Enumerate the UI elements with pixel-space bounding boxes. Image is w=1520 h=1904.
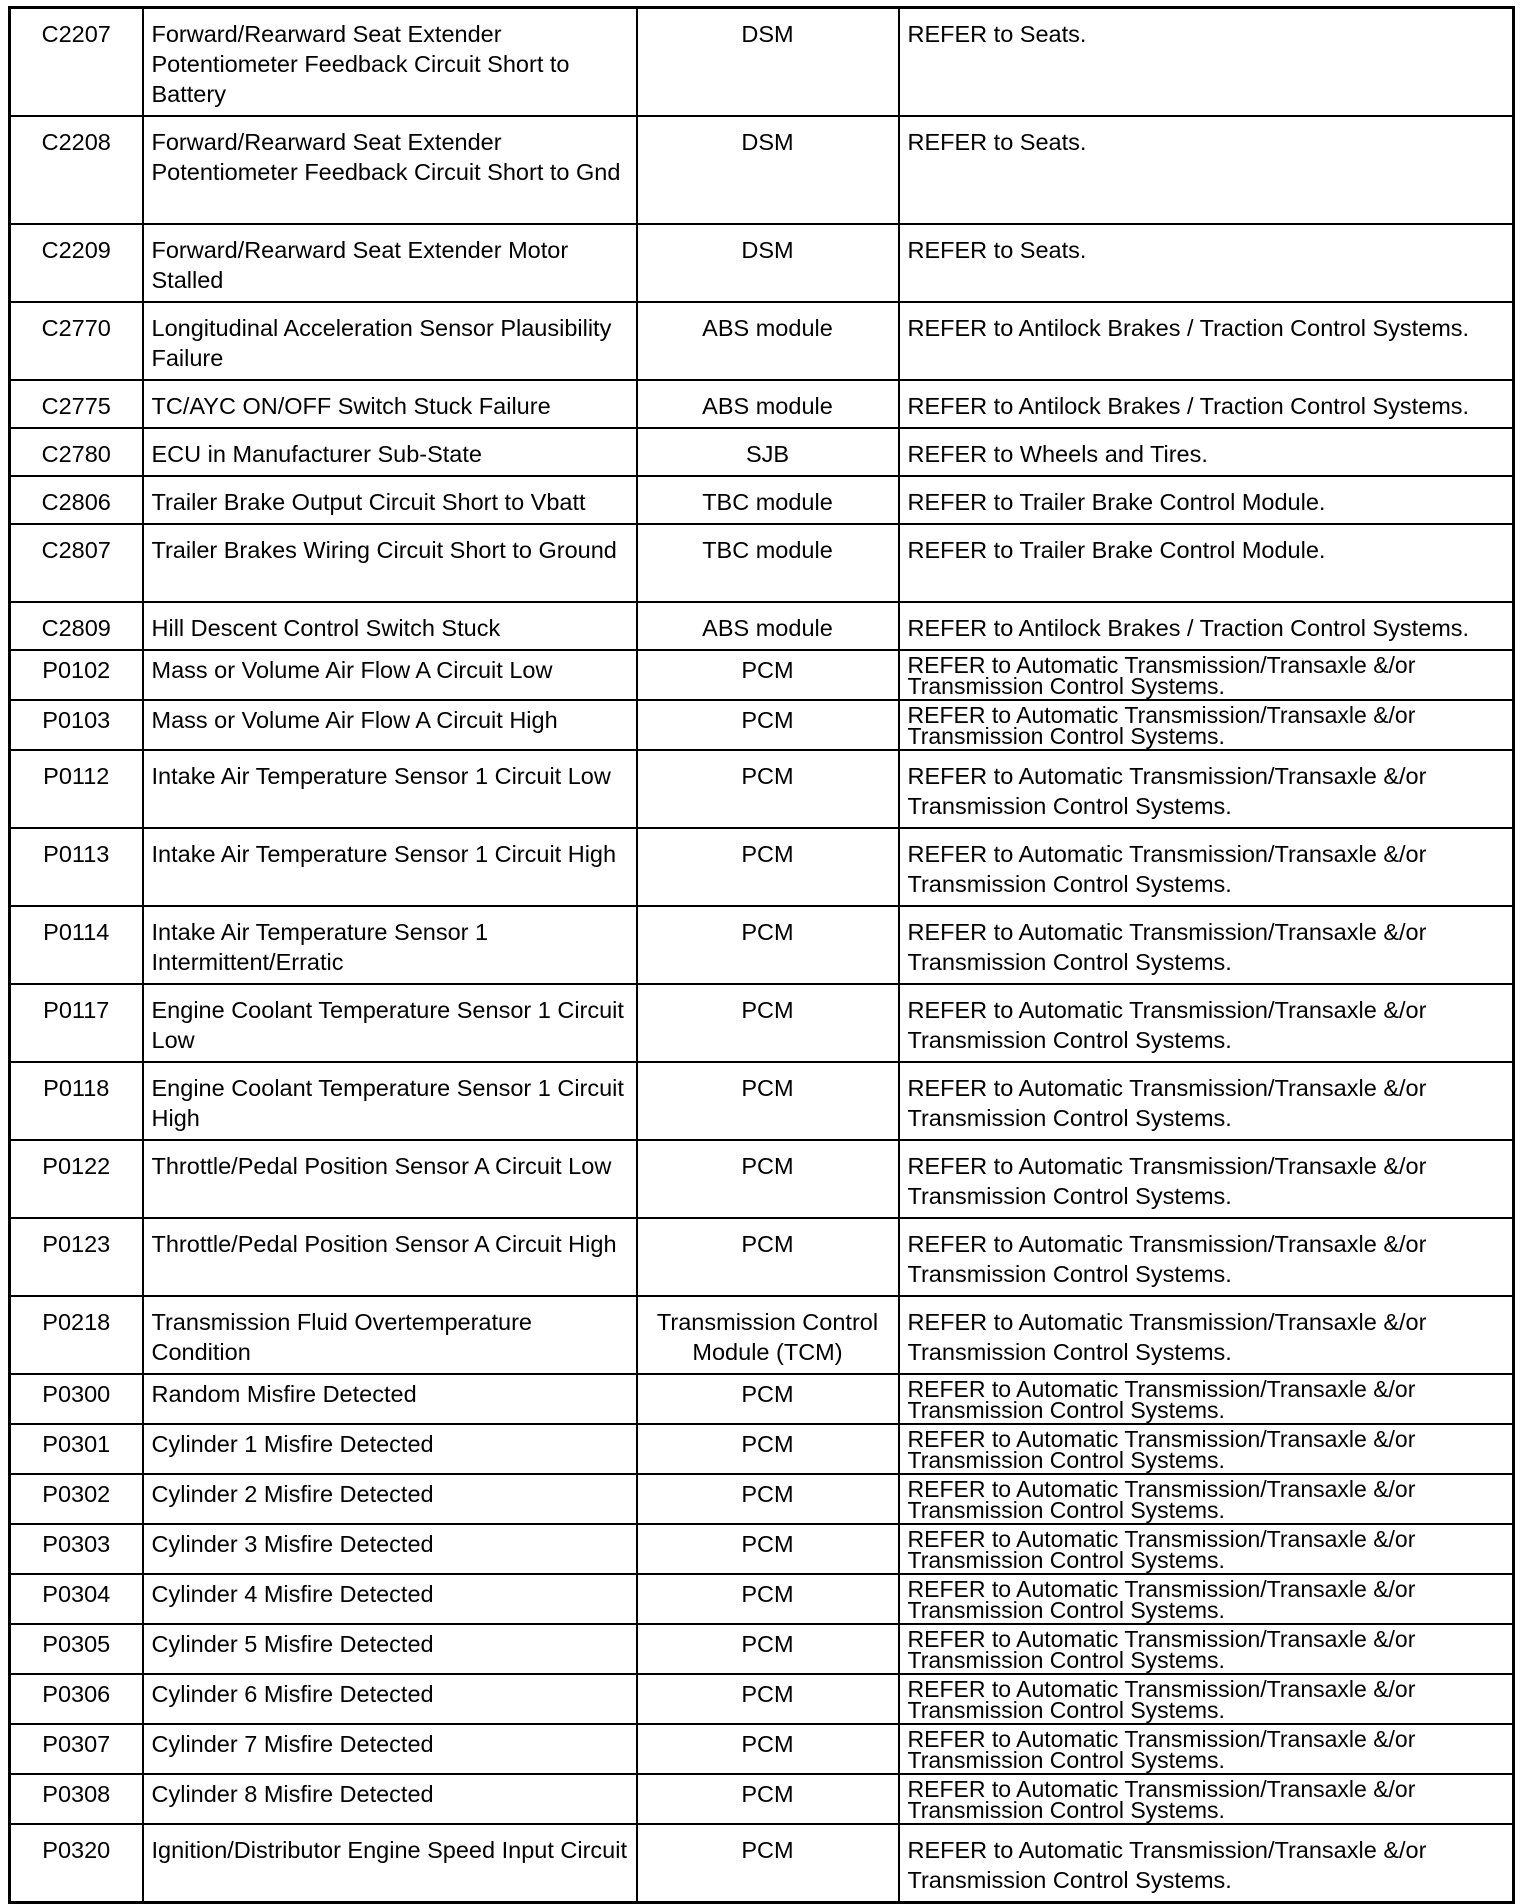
dtc-description: Cylinder 7 Misfire Detected <box>143 1724 637 1774</box>
dtc-description: ECU in Manufacturer Sub-State <box>143 428 637 476</box>
dtc-description: Mass or Volume Air Flow A Circuit Low <box>143 650 637 700</box>
dtc-code: P0102 <box>10 650 143 700</box>
dtc-module: TBC module <box>637 476 899 524</box>
dtc-module: PCM <box>637 650 899 700</box>
dtc-description: Cylinder 4 Misfire Detected <box>143 1574 637 1624</box>
dtc-action: REFER to Automatic Transmission/Transaxle &/or Transmission Control Systems. <box>899 1474 1514 1524</box>
table-row <box>10 700 1514 750</box>
dtc-description: Forward/Rearward Seat Extender Potentiometer Feedback Circuit Short to Battery <box>143 8 637 117</box>
dtc-action: REFER to Seats. <box>899 224 1514 302</box>
dtc-action: REFER to Automatic Transmission/Transaxle &/or Transmission Control Systems. <box>899 1574 1514 1624</box>
dtc-module: PCM <box>637 1062 899 1140</box>
dtc-module: PCM <box>637 1824 899 1903</box>
dtc-description: Intake Air Temperature Sensor 1 Intermittent/Erratic <box>143 906 637 984</box>
dtc-code: C2207 <box>10 8 143 117</box>
dtc-description: Forward/Rearward Seat Extender Potentiometer Feedback Circuit Short to Gnd <box>143 116 637 224</box>
dtc-action: REFER to Automatic Transmission/Transaxle &/or Transmission Control Systems. <box>899 750 1514 828</box>
dtc-code: C2806 <box>10 476 143 524</box>
dtc-action: REFER to Automatic Transmission/Transaxle &/or Transmission Control Systems. <box>899 1624 1514 1674</box>
table-row <box>10 116 1514 224</box>
dtc-module: ABS module <box>637 602 899 650</box>
table-row <box>10 1724 1514 1774</box>
dtc-description: Cylinder 6 Misfire Detected <box>143 1674 637 1724</box>
dtc-description: Intake Air Temperature Sensor 1 Circuit High <box>143 828 637 906</box>
dtc-module: PCM <box>637 750 899 828</box>
dtc-module: TBC module <box>637 524 899 602</box>
table-row <box>10 1624 1514 1674</box>
dtc-description: Cylinder 1 Misfire Detected <box>143 1424 637 1474</box>
dtc-description: Random Misfire Detected <box>143 1374 637 1424</box>
dtc-description: Trailer Brakes Wiring Circuit Short to Ground <box>143 524 637 602</box>
dtc-description: Forward/Rearward Seat Extender Motor Stalled <box>143 224 637 302</box>
table-row <box>10 1574 1514 1624</box>
dtc-code: P0123 <box>10 1218 143 1296</box>
dtc-module: PCM <box>637 984 899 1062</box>
table-row <box>10 650 1514 700</box>
dtc-code: P0307 <box>10 1724 143 1774</box>
dtc-module: PCM <box>637 1424 899 1474</box>
dtc-module: PCM <box>637 1474 899 1524</box>
dtc-module: PCM <box>637 1524 899 1574</box>
dtc-module: PCM <box>637 1574 899 1624</box>
dtc-action: REFER to Seats. <box>899 8 1514 117</box>
table-row <box>10 1140 1514 1218</box>
dtc-description: Engine Coolant Temperature Sensor 1 Circuit Low <box>143 984 637 1062</box>
dtc-description: Throttle/Pedal Position Sensor A Circuit Low <box>143 1140 637 1218</box>
dtc-action: REFER to Seats. <box>899 116 1514 224</box>
dtc-description: Longitudinal Acceleration Sensor Plausibility Failure <box>143 302 637 380</box>
dtc-action: REFER to Automatic Transmission/Transaxle &/or Transmission Control Systems. <box>899 1824 1514 1903</box>
dtc-table <box>8 6 1515 1904</box>
dtc-code: C2775 <box>10 380 143 428</box>
dtc-module: DSM <box>637 116 899 224</box>
dtc-module: PCM <box>637 1674 899 1724</box>
table-row <box>10 1218 1514 1296</box>
table-row <box>10 1524 1514 1574</box>
table-row <box>10 1374 1514 1424</box>
dtc-module: PCM <box>637 828 899 906</box>
dtc-action: REFER to Trailer Brake Control Module. <box>899 524 1514 602</box>
dtc-code: P0103 <box>10 700 143 750</box>
dtc-code: P0112 <box>10 750 143 828</box>
dtc-code: C2809 <box>10 602 143 650</box>
dtc-module: PCM <box>637 906 899 984</box>
dtc-code: P0303 <box>10 1524 143 1574</box>
dtc-action: REFER to Automatic Transmission/Transaxle &/or Transmission Control Systems. <box>899 1218 1514 1296</box>
dtc-code: P0320 <box>10 1824 143 1903</box>
table-row <box>10 524 1514 602</box>
dtc-action: REFER to Automatic Transmission/Transaxle &/or Transmission Control Systems. <box>899 1524 1514 1574</box>
dtc-description: Mass or Volume Air Flow A Circuit High <box>143 700 637 750</box>
dtc-code: P0117 <box>10 984 143 1062</box>
dtc-action: REFER to Automatic Transmission/Transaxle &/or Transmission Control Systems. <box>899 906 1514 984</box>
table-row <box>10 828 1514 906</box>
table-row <box>10 906 1514 984</box>
table-row <box>10 1674 1514 1724</box>
dtc-action: REFER to Wheels and Tires. <box>899 428 1514 476</box>
dtc-code: C2780 <box>10 428 143 476</box>
dtc-action: REFER to Automatic Transmission/Transaxle &/or Transmission Control Systems. <box>899 1424 1514 1474</box>
dtc-description: Engine Coolant Temperature Sensor 1 Circuit High <box>143 1062 637 1140</box>
dtc-module: SJB <box>637 428 899 476</box>
dtc-action: REFER to Automatic Transmission/Transaxle &/or Transmission Control Systems. <box>899 700 1514 750</box>
dtc-code: C2208 <box>10 116 143 224</box>
dtc-code: P0301 <box>10 1424 143 1474</box>
table-row <box>10 302 1514 380</box>
table-row <box>10 984 1514 1062</box>
dtc-description: Ignition/Distributor Engine Speed Input Circuit <box>143 1824 637 1903</box>
table-row <box>10 602 1514 650</box>
table-row <box>10 476 1514 524</box>
dtc-action: REFER to Automatic Transmission/Transaxle &/or Transmission Control Systems. <box>899 828 1514 906</box>
dtc-code: C2209 <box>10 224 143 302</box>
dtc-description: Intake Air Temperature Sensor 1 Circuit Low <box>143 750 637 828</box>
dtc-action: REFER to Automatic Transmission/Transaxle &/or Transmission Control Systems. <box>899 1296 1514 1374</box>
dtc-module: PCM <box>637 1624 899 1674</box>
dtc-description: Transmission Fluid Overtemperature Condition <box>143 1296 637 1374</box>
table-row <box>10 1424 1514 1474</box>
dtc-module: PCM <box>637 1774 899 1824</box>
dtc-code: C2807 <box>10 524 143 602</box>
dtc-code: C2770 <box>10 302 143 380</box>
dtc-action: REFER to Antilock Brakes / Traction Control Systems. <box>899 380 1514 428</box>
dtc-action: REFER to Automatic Transmission/Transaxle &/or Transmission Control Systems. <box>899 1140 1514 1218</box>
dtc-code: P0305 <box>10 1624 143 1674</box>
dtc-action: REFER to Automatic Transmission/Transaxle &/or Transmission Control Systems. <box>899 1724 1514 1774</box>
dtc-code: P0113 <box>10 828 143 906</box>
table-row <box>10 1062 1514 1140</box>
table-row <box>10 1474 1514 1524</box>
dtc-description: Throttle/Pedal Position Sensor A Circuit High <box>143 1218 637 1296</box>
dtc-module: PCM <box>637 700 899 750</box>
dtc-description: Cylinder 8 Misfire Detected <box>143 1774 637 1824</box>
table-row <box>10 1296 1514 1374</box>
dtc-module: PCM <box>637 1724 899 1774</box>
dtc-module: PCM <box>637 1374 899 1424</box>
dtc-code: P0308 <box>10 1774 143 1824</box>
dtc-action: REFER to Automatic Transmission/Transaxle &/or Transmission Control Systems. <box>899 1374 1514 1424</box>
dtc-description: Cylinder 2 Misfire Detected <box>143 1474 637 1524</box>
dtc-code: P0304 <box>10 1574 143 1624</box>
dtc-module: ABS module <box>637 302 899 380</box>
dtc-action: REFER to Antilock Brakes / Traction Control Systems. <box>899 602 1514 650</box>
dtc-action: REFER to Trailer Brake Control Module. <box>899 476 1514 524</box>
dtc-description: Trailer Brake Output Circuit Short to Vbatt <box>143 476 637 524</box>
dtc-description: Cylinder 5 Misfire Detected <box>143 1624 637 1674</box>
dtc-description: Hill Descent Control Switch Stuck <box>143 602 637 650</box>
dtc-code: P0302 <box>10 1474 143 1524</box>
dtc-action: REFER to Automatic Transmission/Transaxle &/or Transmission Control Systems. <box>899 1062 1514 1140</box>
dtc-action: REFER to Automatic Transmission/Transaxle &/or Transmission Control Systems. <box>899 650 1514 700</box>
dtc-code: P0300 <box>10 1374 143 1424</box>
dtc-code: P0122 <box>10 1140 143 1218</box>
dtc-action: REFER to Antilock Brakes / Traction Control Systems. <box>899 302 1514 380</box>
table-row <box>10 1774 1514 1824</box>
dtc-module: PCM <box>637 1218 899 1296</box>
table-row <box>10 380 1514 428</box>
dtc-module: Transmission Control Module (TCM) <box>637 1296 899 1374</box>
dtc-action: REFER to Automatic Transmission/Transaxle &/or Transmission Control Systems. <box>899 1674 1514 1724</box>
table-row <box>10 8 1514 117</box>
dtc-action: REFER to Automatic Transmission/Transaxle &/or Transmission Control Systems. <box>899 1774 1514 1824</box>
dtc-module: DSM <box>637 8 899 117</box>
dtc-module: ABS module <box>637 380 899 428</box>
table-row <box>10 428 1514 476</box>
table-row <box>10 1824 1514 1903</box>
dtc-description: TC/AYC ON/OFF Switch Stuck Failure <box>143 380 637 428</box>
dtc-code: P0114 <box>10 906 143 984</box>
dtc-description: Cylinder 3 Misfire Detected <box>143 1524 637 1574</box>
dtc-code: P0306 <box>10 1674 143 1724</box>
dtc-action: REFER to Automatic Transmission/Transaxle &/or Transmission Control Systems. <box>899 984 1514 1062</box>
table-row <box>10 750 1514 828</box>
table-row <box>10 224 1514 302</box>
dtc-code: P0218 <box>10 1296 143 1374</box>
dtc-code: P0118 <box>10 1062 143 1140</box>
dtc-module: PCM <box>637 1140 899 1218</box>
dtc-module: DSM <box>637 224 899 302</box>
